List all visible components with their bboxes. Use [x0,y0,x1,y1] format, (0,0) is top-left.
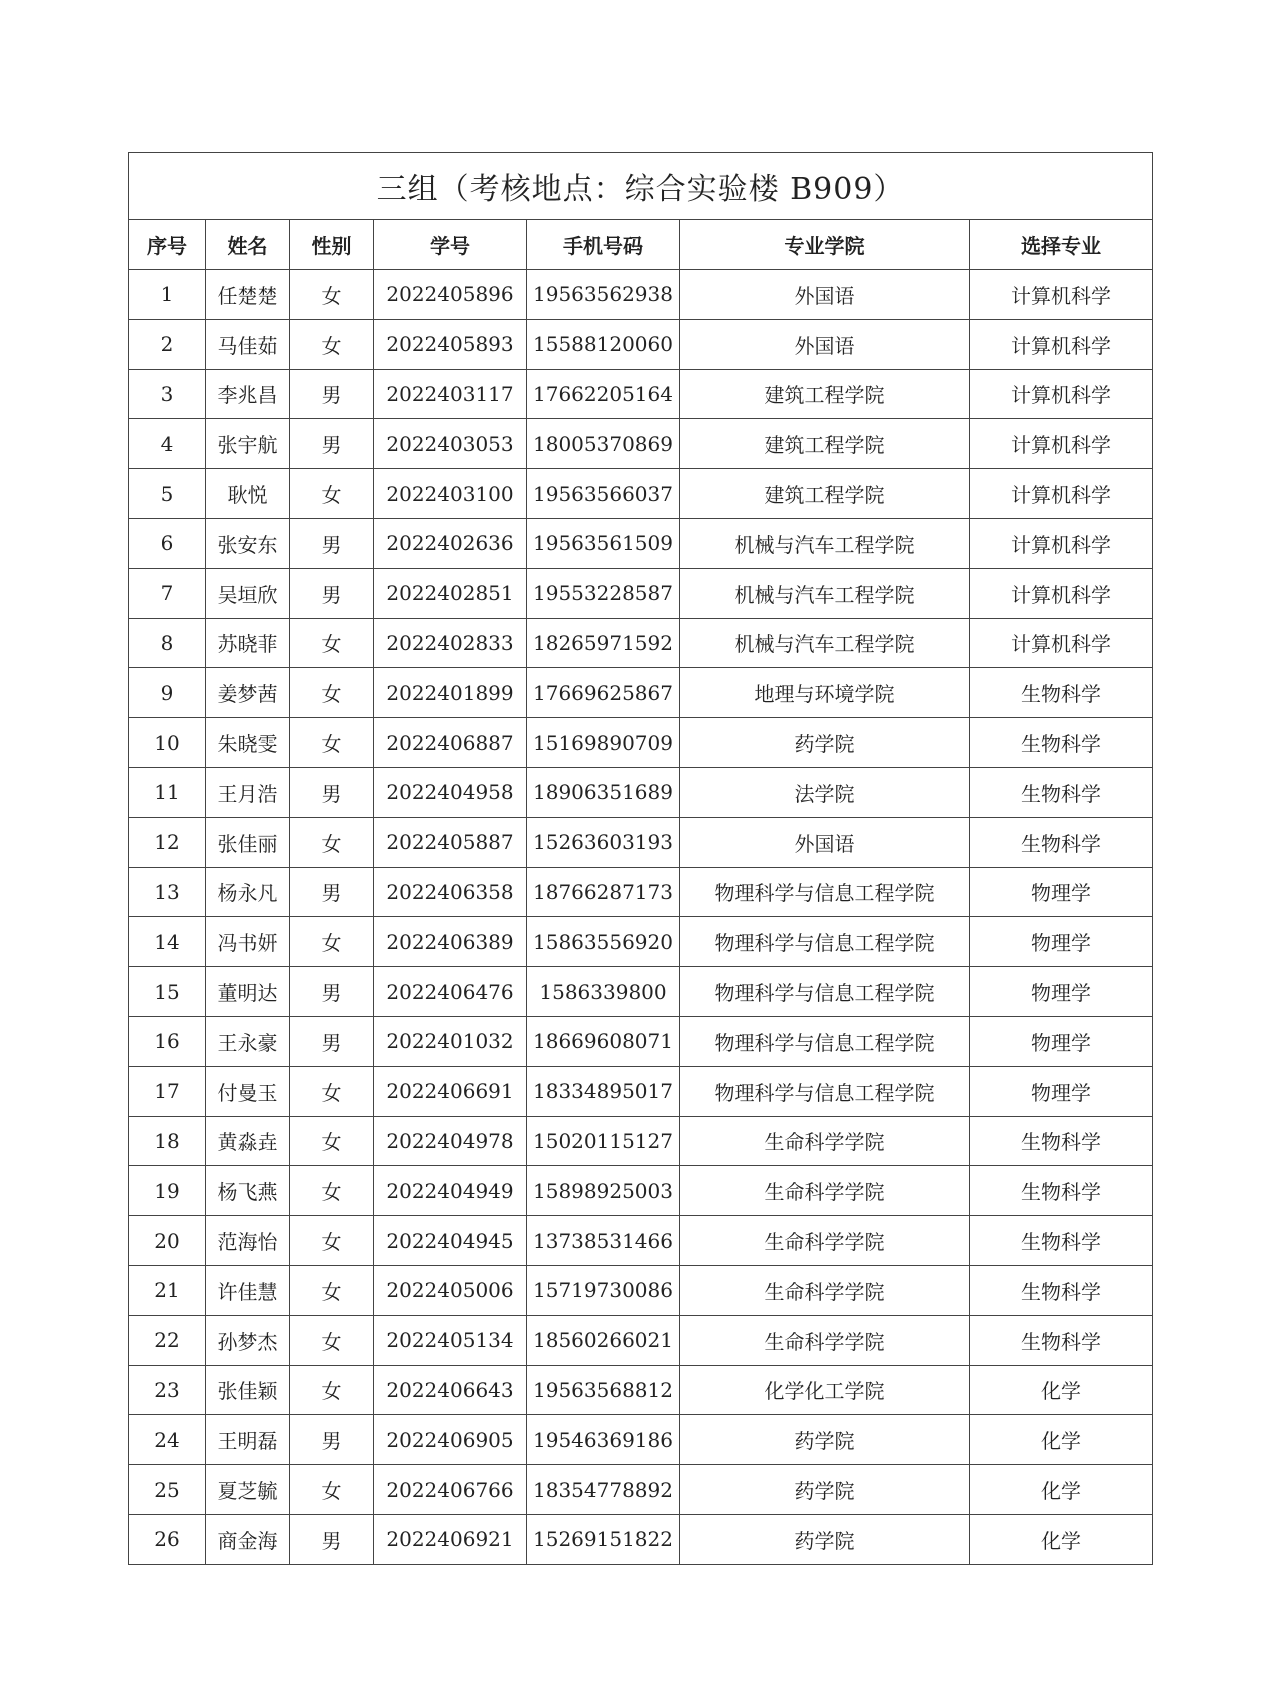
cell-student-id: 2022404949 [374,1166,527,1216]
cell-student-id: 2022402833 [374,618,527,668]
cell-name: 许佳慧 [206,1265,290,1315]
cell-college: 物理科学与信息工程学院 [680,1016,970,1066]
table-row [129,1216,1153,1266]
cell-name: 孙梦杰 [206,1315,290,1365]
cell-college: 生命科学学院 [680,1116,970,1166]
table-row [129,1116,1153,1166]
cell-gender: 女 [290,1365,374,1415]
cell-gender: 女 [290,668,374,718]
table-row [129,967,1153,1017]
cell-index: 15 [129,967,206,1017]
header-chosen-major: 选择专业 [970,220,1153,270]
cell-student-id: 2022406766 [374,1465,527,1515]
cell-index: 17 [129,1066,206,1116]
cell-index: 4 [129,419,206,469]
cell-college: 化学化工学院 [680,1365,970,1415]
table-row [129,1514,1153,1564]
cell-student-id: 2022402851 [374,568,527,618]
cell-student-id: 2022405134 [374,1315,527,1365]
cell-college: 生命科学学院 [680,1315,970,1365]
cell-chosen-major: 计算机科学 [970,568,1153,618]
cell-college: 药学院 [680,1465,970,1515]
cell-student-id: 2022402636 [374,518,527,568]
cell-phone: 15169890709 [527,718,680,768]
cell-phone: 18354778892 [527,1465,680,1515]
cell-name: 苏晓菲 [206,618,290,668]
cell-chosen-major: 生物科学 [970,1315,1153,1365]
cell-name: 夏芝毓 [206,1465,290,1515]
cell-college: 机械与汽车工程学院 [680,618,970,668]
cell-name: 杨永凡 [206,867,290,917]
cell-student-id: 2022403100 [374,469,527,519]
cell-college: 机械与汽车工程学院 [680,518,970,568]
cell-student-id: 2022406358 [374,867,527,917]
cell-student-id: 2022403117 [374,369,527,419]
cell-phone: 18766287173 [527,867,680,917]
cell-phone: 15269151822 [527,1514,680,1564]
cell-gender: 女 [290,618,374,668]
table-row [129,419,1153,469]
cell-index: 13 [129,867,206,917]
table-row [129,1415,1153,1465]
cell-chosen-major: 生物科学 [970,1116,1153,1166]
cell-chosen-major: 物理学 [970,867,1153,917]
cell-student-id: 2022404945 [374,1216,527,1266]
cell-gender: 女 [290,1465,374,1515]
cell-gender: 男 [290,419,374,469]
header-college: 专业学院 [680,220,970,270]
cell-student-id: 2022406476 [374,967,527,1017]
cell-index: 19 [129,1166,206,1216]
cell-name: 姜梦茜 [206,668,290,718]
cell-phone: 17669625867 [527,668,680,718]
cell-chosen-major: 计算机科学 [970,369,1153,419]
cell-name: 张佳丽 [206,817,290,867]
cell-student-id: 2022406389 [374,917,527,967]
cell-gender: 女 [290,917,374,967]
cell-phone: 15719730086 [527,1265,680,1315]
cell-student-id: 2022401899 [374,668,527,718]
cell-index: 10 [129,718,206,768]
cell-college: 物理科学与信息工程学院 [680,867,970,917]
cell-index: 18 [129,1116,206,1166]
cell-chosen-major: 计算机科学 [970,270,1153,320]
cell-name: 王明磊 [206,1415,290,1465]
cell-college: 外国语 [680,319,970,369]
cell-gender: 男 [290,568,374,618]
cell-student-id: 2022406921 [374,1514,527,1564]
cell-index: 25 [129,1465,206,1515]
cell-name: 付曼玉 [206,1066,290,1116]
cell-name: 李兆昌 [206,369,290,419]
table-row [129,1315,1153,1365]
cell-gender: 男 [290,767,374,817]
cell-gender: 男 [290,1514,374,1564]
cell-chosen-major: 生物科学 [970,668,1153,718]
table-row [129,319,1153,369]
cell-index: 23 [129,1365,206,1415]
cell-index: 20 [129,1216,206,1266]
cell-name: 范海怡 [206,1216,290,1266]
cell-phone: 15263603193 [527,817,680,867]
cell-college: 外国语 [680,270,970,320]
cell-gender: 男 [290,967,374,1017]
header-index: 序号 [129,220,206,270]
cell-student-id: 2022405896 [374,270,527,320]
cell-college: 药学院 [680,718,970,768]
cell-phone: 15588120060 [527,319,680,369]
cell-student-id: 2022405893 [374,319,527,369]
cell-name: 王月浩 [206,767,290,817]
cell-chosen-major: 化学 [970,1365,1153,1415]
cell-phone: 15020115127 [527,1116,680,1166]
cell-college: 物理科学与信息工程学院 [680,967,970,1017]
cell-index: 14 [129,917,206,967]
cell-phone: 17662205164 [527,369,680,419]
table-row [129,518,1153,568]
cell-phone: 19546369186 [527,1415,680,1465]
cell-index: 9 [129,668,206,718]
cell-phone: 18560266021 [527,1315,680,1365]
cell-chosen-major: 物理学 [970,1016,1153,1066]
cell-index: 24 [129,1415,206,1465]
cell-chosen-major: 计算机科学 [970,518,1153,568]
cell-chosen-major: 生物科学 [970,1166,1153,1216]
table-row [129,369,1153,419]
table-row [129,1465,1153,1515]
cell-index: 7 [129,568,206,618]
cell-name: 杨飞燕 [206,1166,290,1216]
cell-student-id: 2022406691 [374,1066,527,1116]
table-body [129,270,1153,1565]
cell-index: 3 [129,369,206,419]
cell-chosen-major: 生物科学 [970,1265,1153,1315]
cell-student-id: 2022401032 [374,1016,527,1066]
table-row [129,1365,1153,1415]
cell-student-id: 2022405006 [374,1265,527,1315]
cell-gender: 男 [290,518,374,568]
cell-name: 吴垣欣 [206,568,290,618]
cell-name: 张安东 [206,518,290,568]
cell-college: 生命科学学院 [680,1265,970,1315]
table-row [129,767,1153,817]
table-row [129,718,1153,768]
cell-gender: 女 [290,718,374,768]
student-roster-table [128,152,1153,1565]
cell-chosen-major: 物理学 [970,967,1153,1017]
cell-index: 1 [129,270,206,320]
cell-chosen-major: 计算机科学 [970,618,1153,668]
cell-college: 生命科学学院 [680,1216,970,1266]
cell-index: 8 [129,618,206,668]
cell-name: 冯书妍 [206,917,290,967]
cell-chosen-major: 物理学 [970,917,1153,967]
cell-college: 物理科学与信息工程学院 [680,1066,970,1116]
cell-gender: 女 [290,469,374,519]
cell-name: 张佳颖 [206,1365,290,1415]
cell-phone: 18265971592 [527,618,680,668]
cell-chosen-major: 物理学 [970,1066,1153,1116]
cell-name: 王永豪 [206,1016,290,1066]
cell-gender: 女 [290,1116,374,1166]
cell-college: 生命科学学院 [680,1166,970,1216]
cell-phone: 13738531466 [527,1216,680,1266]
cell-phone: 19563568812 [527,1365,680,1415]
table-row [129,1166,1153,1216]
cell-student-id: 2022406887 [374,718,527,768]
cell-phone: 15863556920 [527,917,680,967]
cell-phone: 1586339800 [527,967,680,1017]
cell-chosen-major: 生物科学 [970,767,1153,817]
table-row [129,618,1153,668]
cell-gender: 女 [290,319,374,369]
cell-index: 6 [129,518,206,568]
cell-chosen-major: 计算机科学 [970,469,1153,519]
cell-college: 药学院 [680,1415,970,1465]
cell-phone: 18669608071 [527,1016,680,1066]
cell-index: 12 [129,817,206,867]
cell-college: 地理与环境学院 [680,668,970,718]
header-phone: 手机号码 [527,220,680,270]
cell-gender: 女 [290,817,374,867]
cell-student-id: 2022404978 [374,1116,527,1166]
cell-gender: 男 [290,1016,374,1066]
cell-college: 物理科学与信息工程学院 [680,917,970,967]
cell-student-id: 2022403053 [374,419,527,469]
cell-gender: 女 [290,270,374,320]
header-student-id: 学号 [374,220,527,270]
cell-chosen-major: 计算机科学 [970,319,1153,369]
cell-phone: 18906351689 [527,767,680,817]
cell-college: 法学院 [680,767,970,817]
cell-chosen-major: 计算机科学 [970,419,1153,469]
cell-gender: 男 [290,867,374,917]
header-name: 姓名 [206,220,290,270]
cell-student-id: 2022406905 [374,1415,527,1465]
cell-name: 任楚楚 [206,270,290,320]
cell-phone: 19563561509 [527,518,680,568]
table-title: 三组（考核地点：综合实验楼 B909） [129,153,1153,220]
cell-phone: 19553228587 [527,568,680,618]
cell-chosen-major: 化学 [970,1465,1153,1515]
cell-index: 21 [129,1265,206,1315]
cell-college: 建筑工程学院 [680,469,970,519]
header-gender: 性别 [290,220,374,270]
cell-college: 机械与汽车工程学院 [680,568,970,618]
cell-student-id: 2022405887 [374,817,527,867]
cell-gender: 女 [290,1166,374,1216]
cell-chosen-major: 化学 [970,1514,1153,1564]
cell-phone: 15898925003 [527,1166,680,1216]
cell-gender: 男 [290,1415,374,1465]
cell-student-id: 2022404958 [374,767,527,817]
cell-phone: 19563566037 [527,469,680,519]
table-row [129,1066,1153,1116]
table-row [129,917,1153,967]
cell-name: 马佳茹 [206,319,290,369]
cell-chosen-major: 生物科学 [970,1216,1153,1266]
table-row [129,668,1153,718]
cell-college: 建筑工程学院 [680,369,970,419]
cell-gender: 女 [290,1315,374,1365]
cell-name: 商金海 [206,1514,290,1564]
cell-gender: 男 [290,369,374,419]
cell-college: 药学院 [680,1514,970,1564]
cell-student-id: 2022406643 [374,1365,527,1415]
cell-gender: 女 [290,1216,374,1266]
cell-phone: 19563562938 [527,270,680,320]
cell-index: 22 [129,1315,206,1365]
table-row [129,469,1153,519]
table-row [129,270,1153,320]
cell-name: 耿悦 [206,469,290,519]
table-header-row [129,220,1153,270]
cell-index: 2 [129,319,206,369]
cell-chosen-major: 生物科学 [970,718,1153,768]
cell-gender: 女 [290,1066,374,1116]
cell-college: 外国语 [680,817,970,867]
table-row [129,1265,1153,1315]
cell-name: 朱晓雯 [206,718,290,768]
cell-phone: 18005370869 [527,419,680,469]
cell-chosen-major: 生物科学 [970,817,1153,867]
cell-chosen-major: 化学 [970,1415,1153,1465]
cell-index: 11 [129,767,206,817]
cell-gender: 女 [290,1265,374,1315]
cell-name: 张宇航 [206,419,290,469]
cell-phone: 18334895017 [527,1066,680,1116]
table-row [129,1016,1153,1066]
cell-index: 26 [129,1514,206,1564]
table-row [129,568,1153,618]
cell-name: 黄淼垚 [206,1116,290,1166]
table-row [129,817,1153,867]
cell-name: 董明达 [206,967,290,1017]
cell-index: 5 [129,469,206,519]
cell-index: 16 [129,1016,206,1066]
cell-college: 建筑工程学院 [680,419,970,469]
table-row [129,867,1153,917]
